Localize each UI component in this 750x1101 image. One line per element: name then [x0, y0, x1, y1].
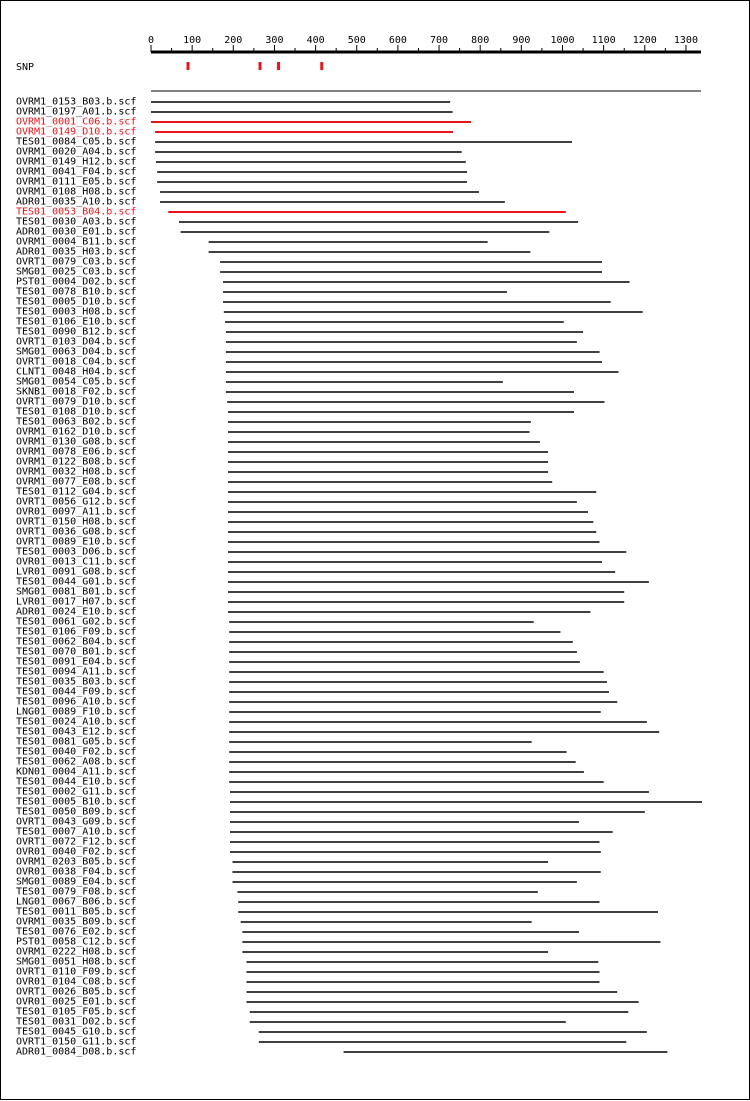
read-name: TES01_0053_B04.b.scf	[16, 206, 137, 218]
axis-tick-label: 0	[147, 35, 155, 46]
read-name: TES01_0081_G05.b.scf	[16, 736, 137, 748]
read-name: TES01_0084_C05.b.scf	[16, 136, 137, 148]
read-name: ADR01_0030_E01.b.scf	[16, 226, 137, 238]
read-name: TES01_0070_B01.b.scf	[16, 646, 137, 658]
read-name: OVRM1_0041_F04.b.scf	[16, 166, 137, 178]
read-name: OVRT1_0043_G09.b.scf	[16, 816, 137, 828]
read-name: SMG01_0063_D04.b.scf	[16, 346, 137, 358]
read-name: TES01_0091_E04.b.scf	[16, 656, 137, 668]
read-name: TES01_0050_B09.b.scf	[16, 806, 137, 818]
read-name: TES01_0063_B02.b.scf	[16, 416, 137, 428]
read-name: TES01_0007_A10.b.scf	[16, 826, 137, 838]
read-name: OVRM1_0130_G08.b.scf	[16, 436, 137, 448]
read-name: SMG01_0054_C05.b.scf	[16, 376, 137, 388]
read-name: OVRT1_0018_C04.b.scf	[16, 356, 137, 368]
read-name: LVR01_0091_G08.b.scf	[16, 566, 137, 578]
read-name: OVRT1_0056_G12.b.scf	[16, 496, 137, 508]
read-name: OVR01_0013_C11.b.scf	[16, 556, 137, 568]
read-name: TES01_0078_B10.b.scf	[16, 286, 137, 298]
axis-tick-label: 1000	[550, 35, 575, 46]
snp-marker	[259, 62, 262, 70]
read-name: SMG01_0025_C03.b.scf	[16, 266, 137, 278]
read-name: TES01_0044_F09.b.scf	[16, 686, 137, 698]
axis-tick-label: 600	[388, 35, 407, 46]
read-name: TES01_0003_D06.b.scf	[16, 546, 137, 558]
read-name: SMG01_0081_B01.b.scf	[16, 586, 137, 598]
read-name: OVRM1_0108_H08.b.scf	[16, 186, 137, 198]
read-name: LNG01_0089_F10.b.scf	[16, 706, 137, 718]
read-name: TES01_0096_A10.b.scf	[16, 696, 137, 708]
snp-track-label: SNP	[16, 62, 35, 73]
read-name: LNG01_0067_B06.b.scf	[16, 896, 137, 908]
read-name: TES01_0062_B04.b.scf	[16, 636, 137, 648]
snp-marker	[187, 62, 190, 70]
position-axis	[148, 35, 701, 52]
read-name: OVRM1_0111_E05.b.scf	[16, 176, 137, 188]
axis-tick-label: 500	[347, 35, 366, 46]
read-name: TES01_0043_E12.b.scf	[16, 726, 137, 738]
snp-track	[16, 62, 323, 73]
read-name: TES01_0076_E02.b.scf	[16, 926, 137, 938]
read-name: OVRM1_0078_E06.b.scf	[16, 446, 137, 458]
read-name: TES01_0031_D02.b.scf	[16, 1016, 137, 1028]
axis-tick-label: 400	[306, 35, 325, 46]
read-name: OVRM1_0001_C06.b.scf	[16, 116, 137, 128]
read-name: TES01_0002_G11.b.scf	[16, 786, 137, 798]
axis-tick-label: 900	[512, 35, 531, 46]
read-name: OVRT1_0089_E10.b.scf	[16, 536, 137, 548]
snp-marker	[277, 62, 280, 70]
read-name: TES01_0108_D10.b.scf	[16, 406, 137, 418]
read-name: TES01_0061_G02.b.scf	[16, 616, 137, 628]
read-name: OVRT1_0103_D04.b.scf	[16, 336, 137, 348]
read-row	[16, 1047, 667, 1058]
read-name: PST01_0004_D02.b.scf	[16, 276, 137, 288]
read-name: TES01_0030_A03.b.scf	[16, 216, 137, 228]
axis-tick-label: 1300	[673, 35, 698, 46]
axis-tick-label: 700	[430, 35, 449, 46]
read-name: PST01_0058_C12.b.scf	[16, 936, 137, 948]
axis-tick-label: 800	[471, 35, 490, 46]
read-name: TES01_0024_A10.b.scf	[16, 716, 137, 728]
read-name: TES01_0040_F02.b.scf	[16, 746, 137, 758]
read-name: ADR01_0084_D08.b.scf	[16, 1046, 137, 1058]
read-name: TES01_0044_E10.b.scf	[16, 776, 137, 788]
read-name: KDN01_0004_A11.b.scf	[16, 766, 137, 778]
read-name: TES01_0079_F08.b.scf	[16, 886, 137, 898]
read-name: OVRT1_0079_C03.b.scf	[16, 256, 137, 268]
read-name: OVRM1_0222_H08.b.scf	[16, 946, 137, 958]
read-name: TES01_0011_B05.b.scf	[16, 906, 137, 918]
axis-tick-label: 300	[265, 35, 284, 46]
read-name: CLNT1_0048_H04.b.scf	[16, 366, 137, 378]
axis-tick-label: 1200	[632, 35, 657, 46]
read-name: OVRM1_0032_H08.b.scf	[16, 466, 137, 478]
read-name: TES01_0003_H08.b.scf	[16, 306, 137, 318]
axis-tick-label: 1100	[591, 35, 616, 46]
read-name: OVRM1_0004_B11.b.scf	[16, 236, 137, 248]
read-name: OVRM1_0149_D10.b.scf	[16, 126, 137, 138]
read-name: SKNB1_0018_F02.b.scf	[16, 386, 137, 398]
read-name: TES01_0094_A11.b.scf	[16, 666, 137, 678]
read-name: TES01_0106_E10.b.scf	[16, 316, 137, 328]
read-name: OVRT1_0026_B05.b.scf	[16, 986, 137, 998]
read-name: OVRM1_0122_B08.b.scf	[16, 456, 137, 468]
read-name: OVRM1_0162_D10.b.scf	[16, 426, 137, 438]
read-name: TES01_0035_B03.b.scf	[16, 676, 137, 688]
read-name: TES01_0112_G04.b.scf	[16, 486, 137, 498]
read-name: TES01_0005_D10.b.scf	[16, 296, 137, 308]
axis-tick-label: 100	[183, 35, 202, 46]
read-name: TES01_0105_F05.b.scf	[16, 1006, 137, 1018]
read-name: OVR01_0040_F02.b.scf	[16, 846, 137, 858]
read-name: OVR01_0025_E01.b.scf	[16, 996, 137, 1008]
read-name: OVRT1_0079_D10.b.scf	[16, 396, 137, 408]
read-name: TES01_0062_A08.b.scf	[16, 756, 137, 768]
read-name: OVRM1_0020_A04.b.scf	[16, 146, 137, 158]
read-name: OVR01_0104_C08.b.scf	[16, 976, 137, 988]
read-name: OVRM1_0203_B05.b.scf	[16, 856, 137, 868]
read-name: OVRT1_0150_H08.b.scf	[16, 516, 137, 528]
read-name: OVRT1_0036_G08.b.scf	[16, 526, 137, 538]
snp-marker	[320, 62, 323, 70]
read-name: OVRT1_0110_F09.b.scf	[16, 966, 137, 978]
read-name: TES01_0106_F09.b.scf	[16, 626, 137, 638]
axis-tick-label: 200	[224, 35, 243, 46]
read-name: TES01_0044_G01.b.scf	[16, 576, 137, 588]
read-name: OVRT1_0072_F12.b.scf	[16, 836, 137, 848]
read-name: OVR01_0038_F04.b.scf	[16, 866, 137, 878]
read-alignments	[16, 97, 702, 1058]
read-name: OVRM1_0197_A01.b.scf	[16, 106, 137, 118]
read-name: SMG01_0089_E04.b.scf	[16, 876, 137, 888]
alignment-chart	[1, 1, 750, 1101]
read-name: OVRM1_0149_H12.b.scf	[16, 156, 137, 168]
read-name: LVR01_0017_H07.b.scf	[16, 596, 137, 608]
read-name: OVRT1_0150_G11.b.scf	[16, 1036, 137, 1048]
read-name: ADR01_0035_H03.b.scf	[16, 246, 137, 258]
read-name: OVR01_0097_A11.b.scf	[16, 506, 137, 518]
read-name: ADR01_0024_E10.b.scf	[16, 606, 137, 618]
read-name: SMG01_0051_H08.b.scf	[16, 956, 137, 968]
read-name: OVRM1_0153_B03.b.scf	[16, 96, 137, 108]
read-name: TES01_0045_G10.b.scf	[16, 1026, 137, 1038]
read-name: TES01_0090_B12.b.scf	[16, 326, 137, 338]
read-name: TES01_0005_B10.b.scf	[16, 796, 137, 808]
read-name: ADR01_0035_A10.b.scf	[16, 196, 137, 208]
read-name: OVRM1_0077_E08.b.scf	[16, 476, 137, 488]
read-name: OVRM1_0035_B09.b.scf	[16, 916, 137, 928]
